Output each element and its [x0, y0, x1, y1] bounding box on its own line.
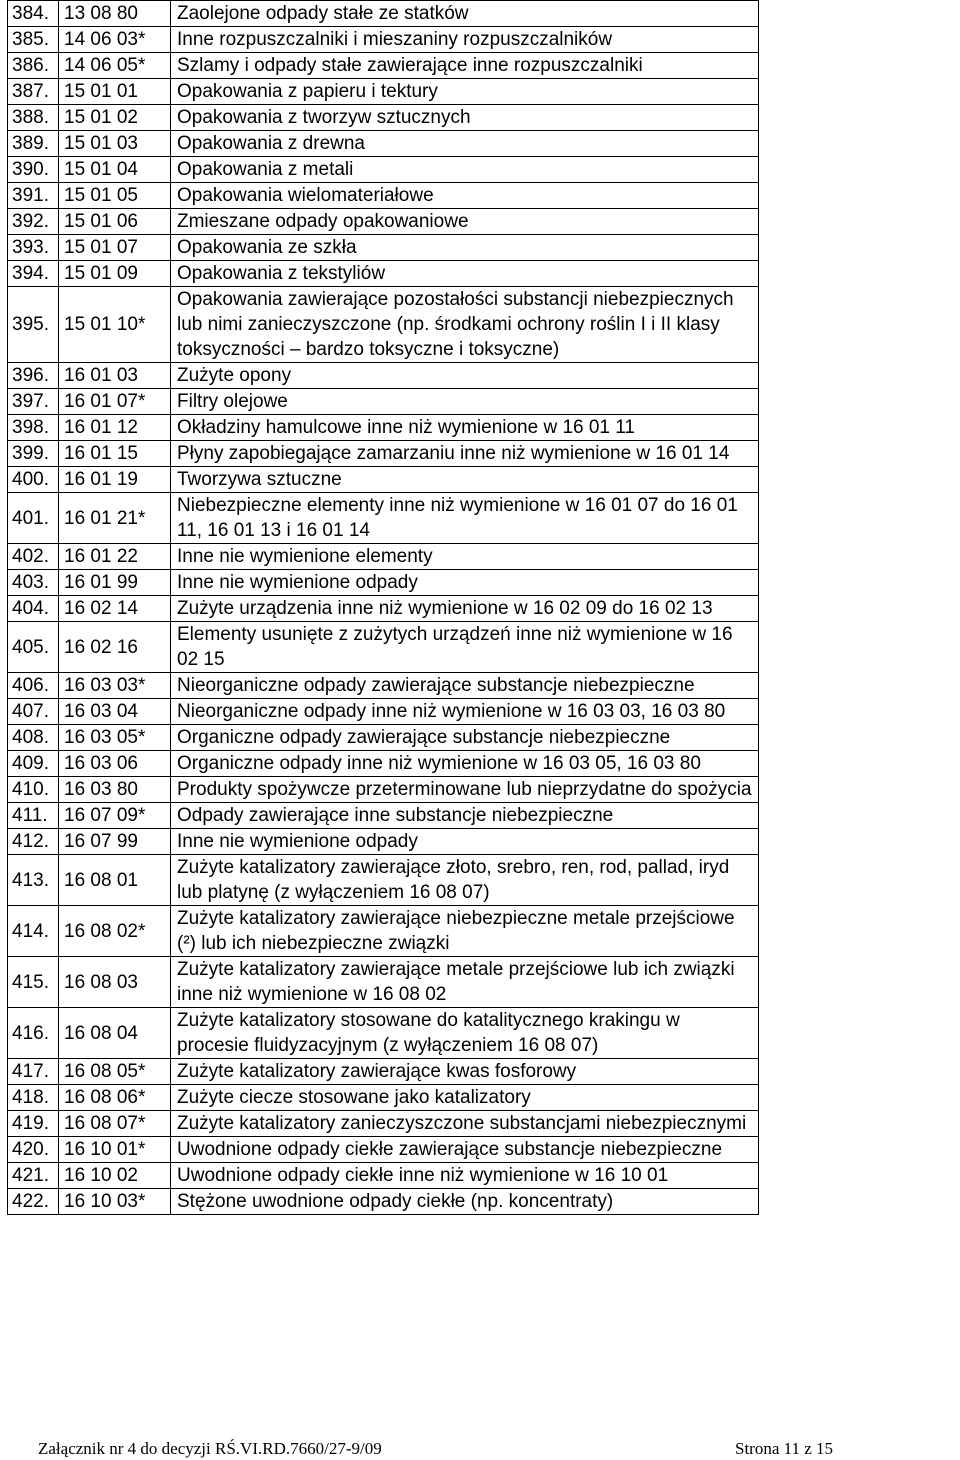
waste-description: Zużyte katalizatory zawierające kwas fosforowy: [171, 1059, 759, 1085]
table-row: [8, 53, 759, 79]
waste-description: Tworzywa sztuczne: [171, 467, 759, 493]
row-number: 402.: [8, 544, 59, 570]
table-row: [8, 261, 759, 287]
waste-code: 16 10 02: [59, 1163, 171, 1189]
row-number: 421.: [8, 1163, 59, 1189]
waste-code: 16 01 07*: [59, 389, 171, 415]
row-number: 419.: [8, 1111, 59, 1137]
waste-code-table: [7, 0, 759, 1215]
waste-code: 16 01 99: [59, 570, 171, 596]
table-row: [8, 1189, 759, 1215]
waste-code: 16 03 04: [59, 699, 171, 725]
row-number: 410.: [8, 777, 59, 803]
row-number: 403.: [8, 570, 59, 596]
row-number: 388.: [8, 105, 59, 131]
row-number: 407.: [8, 699, 59, 725]
waste-code: 15 01 01: [59, 79, 171, 105]
waste-description: Filtry olejowe: [171, 389, 759, 415]
row-number: 422.: [8, 1189, 59, 1215]
waste-description: Organiczne odpady zawierające substancje niebezpieczne: [171, 725, 759, 751]
waste-code: 13 08 80: [59, 1, 171, 27]
waste-code: 16 08 04: [59, 1008, 171, 1059]
page-footer: [0, 1436, 960, 1460]
waste-description: Odpady zawierające inne substancje niebezpieczne: [171, 803, 759, 829]
waste-description: Zużyte katalizatory zawierające niebezpieczne metale przejściowe (²) lub ich niebezpieczne związki: [171, 906, 759, 957]
waste-code: 16 01 15: [59, 441, 171, 467]
table-row: [8, 209, 759, 235]
row-number: 393.: [8, 235, 59, 261]
table-row: [8, 855, 759, 906]
row-number: 385.: [8, 27, 59, 53]
waste-code: 16 01 19: [59, 467, 171, 493]
row-number: 394.: [8, 261, 59, 287]
row-number: 420.: [8, 1137, 59, 1163]
waste-code: 16 10 03*: [59, 1189, 171, 1215]
row-number: 404.: [8, 596, 59, 622]
waste-code: 16 08 05*: [59, 1059, 171, 1085]
waste-code: 14 06 05*: [59, 53, 171, 79]
table-row: [8, 157, 759, 183]
table-row: [8, 957, 759, 1008]
row-number: 418.: [8, 1085, 59, 1111]
row-number: 395.: [8, 287, 59, 363]
row-number: 405.: [8, 622, 59, 673]
waste-description: Okładziny hamulcowe inne niż wymienione w 16 01 11: [171, 415, 759, 441]
row-number: 398.: [8, 415, 59, 441]
waste-code: 16 03 80: [59, 777, 171, 803]
waste-code: 16 02 16: [59, 622, 171, 673]
table-row: [8, 389, 759, 415]
table-row: [8, 493, 759, 544]
row-number: 417.: [8, 1059, 59, 1085]
waste-code: 15 01 05: [59, 183, 171, 209]
table-row: [8, 751, 759, 777]
row-number: 397.: [8, 389, 59, 415]
waste-code: 16 01 21*: [59, 493, 171, 544]
waste-code: 15 01 07: [59, 235, 171, 261]
waste-code: 16 08 03: [59, 957, 171, 1008]
waste-description: Opakowania zawierające pozostałości substancji niebezpiecznych lub nimi zanieczyszczone (np. środkami ochrony roślin I i II klasy toksyczności – bardzo toksyczne i toksyczne): [171, 287, 759, 363]
table-row: [8, 235, 759, 261]
footer-page-text: Strona 11 z 15: [735, 1439, 834, 1458]
table-row: [8, 829, 759, 855]
table-row: [8, 1137, 759, 1163]
waste-description: Elementy usunięte z zużytych urządzeń inne niż wymienione w 16 02 15: [171, 622, 759, 673]
waste-code: 16 01 22: [59, 544, 171, 570]
waste-description: Opakowania z tekstyliów: [171, 261, 759, 287]
row-number: 399.: [8, 441, 59, 467]
row-number: 416.: [8, 1008, 59, 1059]
waste-code: 15 01 04: [59, 157, 171, 183]
table-row: [8, 1163, 759, 1189]
table-row: [8, 1008, 759, 1059]
table-row: [8, 1, 759, 27]
row-number: 409.: [8, 751, 59, 777]
waste-code: 16 03 05*: [59, 725, 171, 751]
row-number: 413.: [8, 855, 59, 906]
waste-description: Nieorganiczne odpady zawierające substancje niebezpieczne: [171, 673, 759, 699]
waste-code: 16 08 01: [59, 855, 171, 906]
waste-description: Nieorganiczne odpady inne niż wymienione w 16 03 03, 16 03 80: [171, 699, 759, 725]
row-number: 406.: [8, 673, 59, 699]
table-row: [8, 699, 759, 725]
waste-description: Inne nie wymienione odpady: [171, 829, 759, 855]
table-row: [8, 415, 759, 441]
table-row: [8, 725, 759, 751]
waste-code: 16 07 09*: [59, 803, 171, 829]
waste-description: Zużyte opony: [171, 363, 759, 389]
waste-code: 14 06 03*: [59, 27, 171, 53]
table-row: [8, 906, 759, 957]
waste-description: Płyny zapobiegające zamarzaniu inne niż wymienione w 16 01 14: [171, 441, 759, 467]
waste-description: Inne nie wymienione odpady: [171, 570, 759, 596]
row-number: 412.: [8, 829, 59, 855]
waste-code: 16 08 02*: [59, 906, 171, 957]
row-number: 400.: [8, 467, 59, 493]
waste-description: Opakowania z papieru i tektury: [171, 79, 759, 105]
row-number: 386.: [8, 53, 59, 79]
table-row: [8, 1111, 759, 1137]
waste-code: 15 01 10*: [59, 287, 171, 363]
waste-description: Zużyte katalizatory zawierające złoto, srebro, ren, rod, pallad, iryd lub platynę (z wyłączeniem 16 08 07): [171, 855, 759, 906]
waste-code: 16 01 12: [59, 415, 171, 441]
waste-description: Zmieszane odpady opakowaniowe: [171, 209, 759, 235]
row-number: 389.: [8, 131, 59, 157]
waste-description: Opakowania z tworzyw sztucznych: [171, 105, 759, 131]
waste-description: Szlamy i odpady stałe zawierające inne rozpuszczalniki: [171, 53, 759, 79]
waste-code: 16 03 03*: [59, 673, 171, 699]
waste-description: Inne nie wymienione elementy: [171, 544, 759, 570]
table-row: [8, 105, 759, 131]
waste-description: Zużyte katalizatory zanieczyszczone substancjami niebezpiecznymi: [171, 1111, 759, 1137]
table-row: [8, 570, 759, 596]
waste-code: 16 07 99: [59, 829, 171, 855]
row-number: 392.: [8, 209, 59, 235]
waste-description: Zużyte ciecze stosowane jako katalizatory: [171, 1085, 759, 1111]
row-number: 396.: [8, 363, 59, 389]
table-row: [8, 596, 759, 622]
row-number: 408.: [8, 725, 59, 751]
waste-code: 16 01 03: [59, 363, 171, 389]
waste-description: Organiczne odpady inne niż wymienione w 16 03 05, 16 03 80: [171, 751, 759, 777]
waste-code: 15 01 09: [59, 261, 171, 287]
row-number: 390.: [8, 157, 59, 183]
table-row: [8, 1059, 759, 1085]
table-row: [8, 544, 759, 570]
table-row: [8, 803, 759, 829]
row-number: 411.: [8, 803, 59, 829]
waste-description: Opakowania z metali: [171, 157, 759, 183]
waste-description: Zużyte katalizatory stosowane do katalitycznego krakingu w procesie fluidyzacyjnym (z wyłączeniem 16 08 07): [171, 1008, 759, 1059]
waste-code: 15 01 02: [59, 105, 171, 131]
row-number: 384.: [8, 1, 59, 27]
table-row: [8, 777, 759, 803]
table-row: [8, 27, 759, 53]
waste-description: Opakowania wielomateriałowe: [171, 183, 759, 209]
waste-description: Zaolejone odpady stałe ze statków: [171, 1, 759, 27]
waste-code: 16 02 14: [59, 596, 171, 622]
waste-code: 15 01 03: [59, 131, 171, 157]
table-row: [8, 622, 759, 673]
table-row: [8, 183, 759, 209]
waste-description: Produkty spożywcze przeterminowane lub nieprzydatne do spożycia: [171, 777, 759, 803]
waste-description: Stężone uwodnione odpady ciekłe (np. koncentraty): [171, 1189, 759, 1215]
table-row: [8, 441, 759, 467]
table-row: [8, 363, 759, 389]
footer-annex-text: Załącznik nr 4 do decyzji RŚ.VI.RD.7660/27-9/09: [38, 1439, 382, 1458]
waste-description: Uwodnione odpady ciekłe inne niż wymienione w 16 10 01: [171, 1163, 759, 1189]
table-row: [8, 467, 759, 493]
table-row: [8, 1085, 759, 1111]
table-row: [8, 673, 759, 699]
waste-code: 15 01 06: [59, 209, 171, 235]
waste-code: 16 08 06*: [59, 1085, 171, 1111]
waste-description: Niebezpieczne elementy inne niż wymienione w 16 01 07 do 16 01 11, 16 01 13 i 16 01 14: [171, 493, 759, 544]
waste-description: Zużyte katalizatory zawierające metale przejściowe lub ich związki inne niż wymienione w 16 08 02: [171, 957, 759, 1008]
waste-code: 16 10 01*: [59, 1137, 171, 1163]
waste-code: 16 08 07*: [59, 1111, 171, 1137]
waste-description: Opakowania ze szkła: [171, 235, 759, 261]
row-number: 415.: [8, 957, 59, 1008]
waste-description: Opakowania z drewna: [171, 131, 759, 157]
table-row: [8, 79, 759, 105]
row-number: 387.: [8, 79, 59, 105]
row-number: 401.: [8, 493, 59, 544]
waste-code: 16 03 06: [59, 751, 171, 777]
table-row: [8, 131, 759, 157]
waste-description: Uwodnione odpady ciekłe zawierające substancje niebezpieczne: [171, 1137, 759, 1163]
table-row: [8, 287, 759, 363]
row-number: 391.: [8, 183, 59, 209]
waste-description: Inne rozpuszczalniki i mieszaniny rozpuszczalników: [171, 27, 759, 53]
waste-description: Zużyte urządzenia inne niż wymienione w 16 02 09 do 16 02 13: [171, 596, 759, 622]
row-number: 414.: [8, 906, 59, 957]
